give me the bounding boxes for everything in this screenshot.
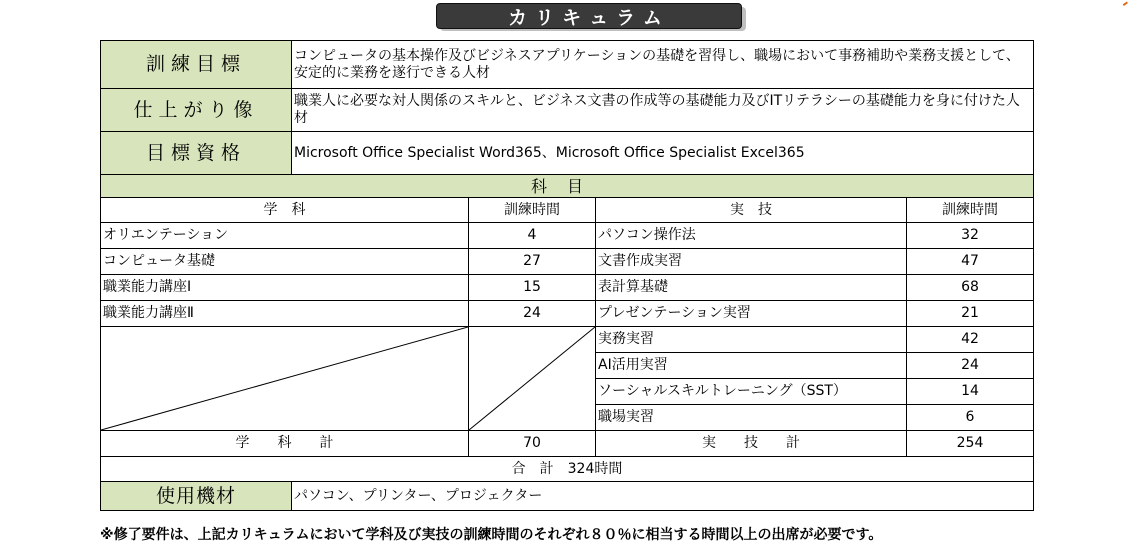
gakka-name: オリエンテーション (101, 223, 469, 249)
jitsugi-name: 表計算基礎 (596, 275, 907, 301)
jitsugi-name: AI活用実習 (596, 353, 907, 379)
image-label: 仕上がり像 (101, 89, 292, 132)
gakka-hours: 27 (469, 249, 596, 275)
jitsugi-name: パソコン操作法 (596, 223, 907, 249)
gakka-name: 職業能力講座Ⅱ (101, 301, 469, 327)
curriculum-title-tab (436, 3, 752, 33)
gakka-name: コンピュータ基礎 (101, 249, 469, 275)
cert-row (101, 132, 1034, 175)
subjects-header: 科目 (101, 175, 1034, 198)
jitsugi-name: 職場実習 (596, 405, 907, 431)
jitsugi-hours: 42 (907, 327, 1034, 353)
image-row (101, 89, 1034, 132)
corner-accent-mark (1121, 0, 1128, 6)
curriculum-table (100, 40, 1034, 511)
cert-text: Microsoft Office Specialist Word365、Microsoft Office Specialist Excel365 (292, 132, 1034, 175)
grand-total: 合 計 324時間 (101, 457, 1034, 482)
gakka-hours: 15 (469, 275, 596, 301)
subtotal-row (101, 431, 1034, 457)
jitsugi-header: 実 技 (596, 198, 907, 223)
jitsugi-hours: 32 (907, 223, 1034, 249)
image-text: 職業人に必要な対人関係のスキルと、ビジネス文書の作成等の基礎能力及びITリテラシーの基礎能力を身に付けた人材 (292, 89, 1034, 132)
jitsugi-hours: 47 (907, 249, 1034, 275)
table-row (101, 275, 1034, 301)
gakka-empty-diagonal (101, 327, 469, 431)
diagonal-line (101, 327, 468, 430)
jitsugi-total-label: 実 技 計 (596, 431, 907, 457)
jitsugi-hours-header: 訓練時間 (907, 198, 1034, 223)
jitsugi-hours: 68 (907, 275, 1034, 301)
jitsugi-name: 文書作成実習 (596, 249, 907, 275)
gakka-hours: 24 (469, 301, 596, 327)
jitsugi-hours: 14 (907, 379, 1034, 405)
gakka-name: 職業能力講座Ⅰ (101, 275, 469, 301)
page-title: カリキュラム (436, 3, 742, 29)
equipment-row (101, 482, 1034, 511)
gakka-hours-empty-diagonal (469, 327, 596, 431)
diagonal-line (469, 327, 595, 430)
goal-text: コンピュータの基本操作及びビジネスアプリケーションの基礎を習得し、職場において事務補助や業務支援として、安定的に業務を遂行できる人材 (292, 41, 1034, 89)
cert-label: 目標資格 (101, 132, 292, 175)
table-row (101, 223, 1034, 249)
jitsugi-hours: 21 (907, 301, 1034, 327)
subjects-header-row (101, 175, 1034, 198)
gakka-total-label: 学 科 計 (101, 431, 469, 457)
gakka-hours: 4 (469, 223, 596, 249)
gakka-header: 学 科 (101, 198, 469, 223)
goal-label: 訓練目標 (101, 41, 292, 89)
table-row (101, 327, 1034, 353)
equipment-text: パソコン、プリンター、プロジェクター (292, 482, 1034, 511)
gakka-total: 70 (469, 431, 596, 457)
jitsugi-hours: 6 (907, 405, 1034, 431)
goal-row (101, 41, 1034, 89)
table-row (101, 249, 1034, 275)
jitsugi-name: プレゼンテーション実習 (596, 301, 907, 327)
table-row (101, 301, 1034, 327)
column-header-row (101, 198, 1034, 223)
completion-note: ※修了要件は、上記カリキュラムにおいて学科及び実技の訓練時間のそれぞれ８０％に相当する時間以上の出席が必要です。 (100, 527, 883, 543)
gakka-hours-header: 訓練時間 (469, 198, 596, 223)
jitsugi-hours: 24 (907, 353, 1034, 379)
jitsugi-name: 実務実習 (596, 327, 907, 353)
jitsugi-total: 254 (907, 431, 1034, 457)
grand-total-row (101, 457, 1034, 482)
jitsugi-name: ソーシャルスキルトレーニング（SST） (596, 379, 907, 405)
equipment-label: 使用機材 (101, 482, 292, 511)
